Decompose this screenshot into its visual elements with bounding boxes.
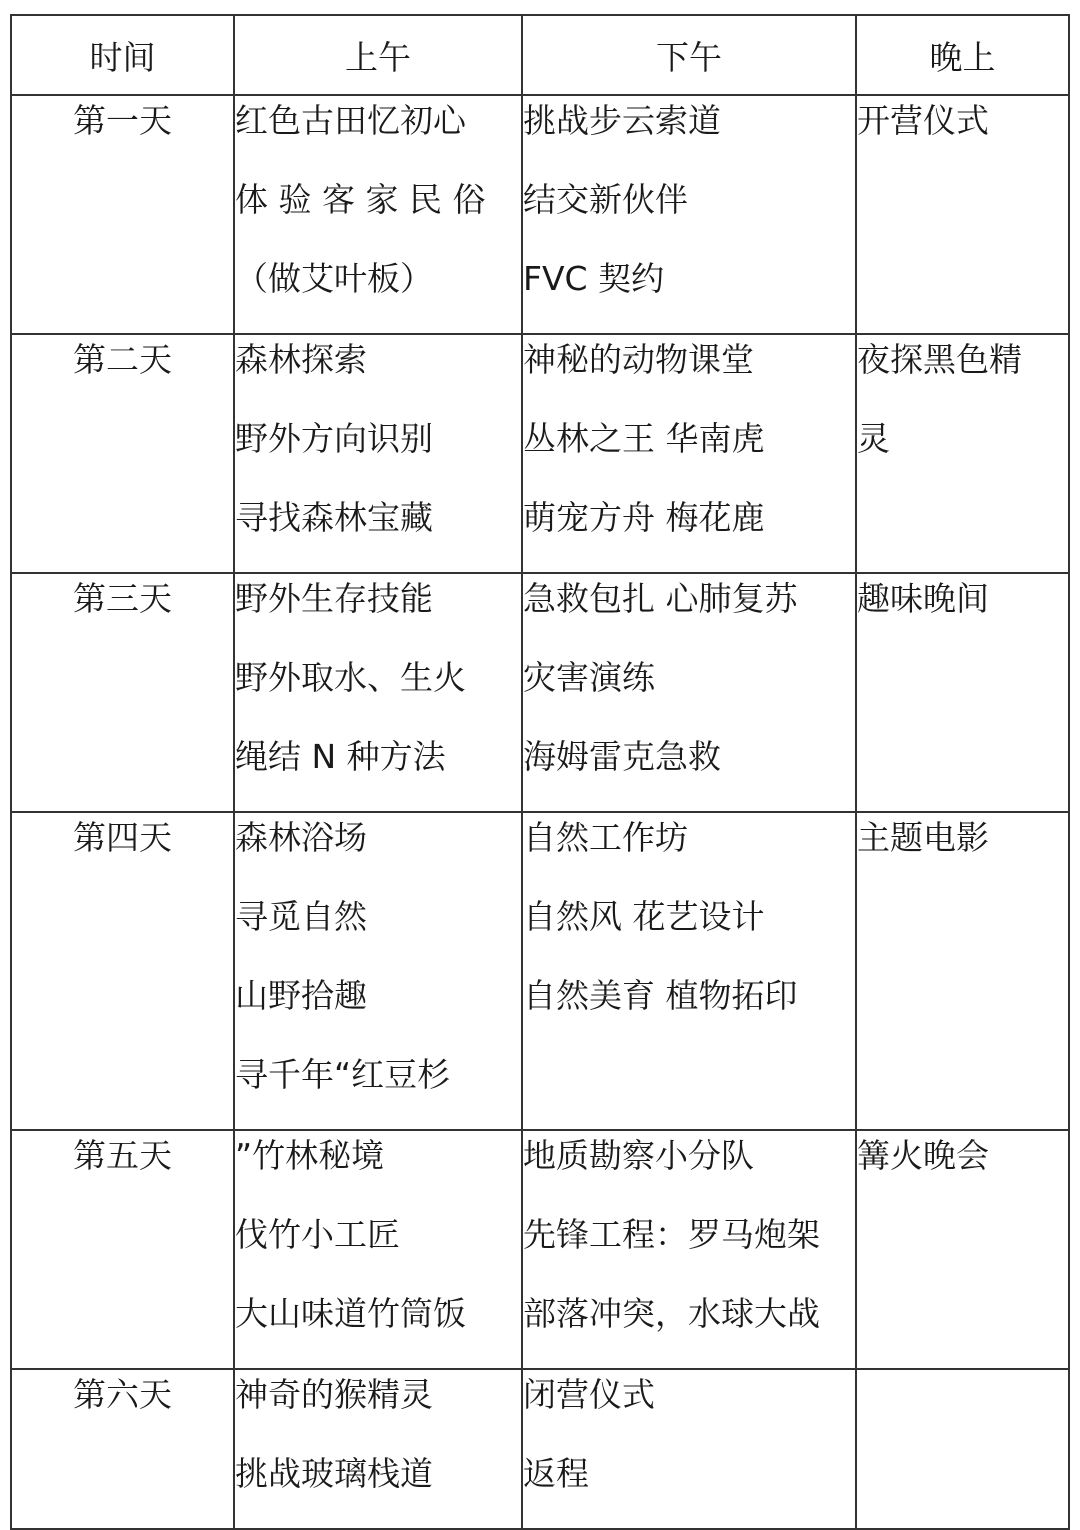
evening-cell [856, 334, 1069, 573]
afternoon-activity: 自然风 花艺设计 [523, 897, 765, 936]
afternoon-activity: 挑战步云索道 [523, 101, 721, 140]
schedule-table [10, 14, 1070, 1530]
morning-activity: 野外取水、生火 [235, 658, 466, 697]
day-cell [11, 573, 234, 812]
table-row [11, 95, 1069, 334]
afternoon-activity: 急救包扎 心肺复苏 [523, 579, 798, 618]
evening-activity: 趣味晚间 [857, 579, 989, 618]
morning-cell [234, 1130, 522, 1369]
morning-cell [234, 573, 522, 812]
morning-cell [234, 1369, 522, 1529]
morning-activity: 寻找森林宝藏 [235, 498, 433, 537]
evening-cell [856, 573, 1069, 812]
day-cell [11, 334, 234, 573]
evening-activity: 主题电影 [857, 818, 989, 857]
morning-activity: 绳结 N 种方法 [235, 737, 446, 776]
table-row [11, 573, 1069, 812]
morning-activity: 体 验 客 家 民 俗 [235, 180, 486, 219]
evening-activity: 篝火晚会 [857, 1136, 989, 1175]
header-evening: 晚上 [856, 15, 1069, 95]
morning-activity: 山野拾趣 [235, 976, 367, 1015]
table-row [11, 1130, 1069, 1369]
evening-activity: 灵 [857, 419, 890, 458]
afternoon-activity: 自然工作坊 [523, 818, 688, 857]
afternoon-activity: 萌宠方舟 梅花鹿 [523, 498, 765, 537]
morning-activity: 红色古田忆初心 [235, 101, 466, 140]
evening-cell [856, 1130, 1069, 1369]
table-row [11, 334, 1069, 573]
morning-activity: 挑战玻璃栈道 [235, 1454, 433, 1493]
morning-activity: 野外生存技能 [235, 579, 433, 618]
morning-cell [234, 334, 522, 573]
morning-activity: 寻千年“红豆杉 [235, 1055, 451, 1094]
afternoon-cell [522, 1130, 856, 1369]
morning-activity: 神奇的猴精灵 [235, 1375, 433, 1414]
afternoon-activity: 闭营仪式 [523, 1375, 655, 1414]
day-label: 第六天 [73, 1375, 172, 1414]
morning-activity: 伐竹小工匠 [235, 1215, 400, 1254]
table-row [11, 1369, 1069, 1529]
morning-activity: 寻觅自然 [235, 897, 367, 936]
morning-activity: （做艾叶板） [235, 259, 433, 298]
morning-activity: ”竹林秘境 [235, 1136, 385, 1175]
morning-cell [234, 95, 522, 334]
day-label: 第五天 [73, 1136, 172, 1175]
afternoon-activity: 神秘的动物课堂 [523, 340, 754, 379]
afternoon-activity: 部落冲突，水球大战 [523, 1294, 820, 1333]
afternoon-activity: 地质勘察小分队 [523, 1136, 754, 1175]
header-afternoon: 下午 [522, 15, 856, 95]
afternoon-cell [522, 334, 856, 573]
afternoon-activity: FVC 契约 [523, 259, 665, 298]
day-label: 第二天 [73, 340, 172, 379]
afternoon-activity: 自然美育 植物拓印 [523, 976, 798, 1015]
afternoon-cell [522, 95, 856, 334]
afternoon-activity: 海姆雷克急救 [523, 737, 721, 776]
morning-activity: 森林浴场 [235, 818, 367, 857]
afternoon-cell [522, 812, 856, 1130]
day-cell [11, 95, 234, 334]
evening-cell [856, 95, 1069, 334]
evening-cell [856, 812, 1069, 1130]
morning-cell [234, 812, 522, 1130]
afternoon-activity: 返程 [523, 1454, 589, 1493]
morning-activity: 森林探索 [235, 340, 367, 379]
afternoon-cell [522, 1369, 856, 1529]
header-row [11, 15, 1069, 95]
afternoon-activity: 先锋工程：罗马炮架 [523, 1215, 820, 1254]
day-cell [11, 1369, 234, 1529]
morning-activity: 大山味道竹筒饭 [235, 1294, 466, 1333]
header-morning: 上午 [234, 15, 522, 95]
day-label: 第一天 [73, 101, 172, 140]
evening-cell [856, 1369, 1069, 1529]
morning-activity: 野外方向识别 [235, 419, 433, 458]
afternoon-activity: 丛林之王 华南虎 [523, 419, 765, 458]
afternoon-activity: 灾害演练 [523, 658, 655, 697]
day-label: 第三天 [73, 579, 172, 618]
day-label: 第四天 [73, 818, 172, 857]
day-cell [11, 1130, 234, 1369]
evening-activity: 开营仪式 [857, 101, 989, 140]
afternoon-activity: 结交新伙伴 [523, 180, 688, 219]
afternoon-cell [522, 573, 856, 812]
evening-activity: 夜探黑色精 [857, 340, 1022, 379]
header-time: 时间 [11, 15, 234, 95]
table-row [11, 812, 1069, 1130]
day-cell [11, 812, 234, 1130]
